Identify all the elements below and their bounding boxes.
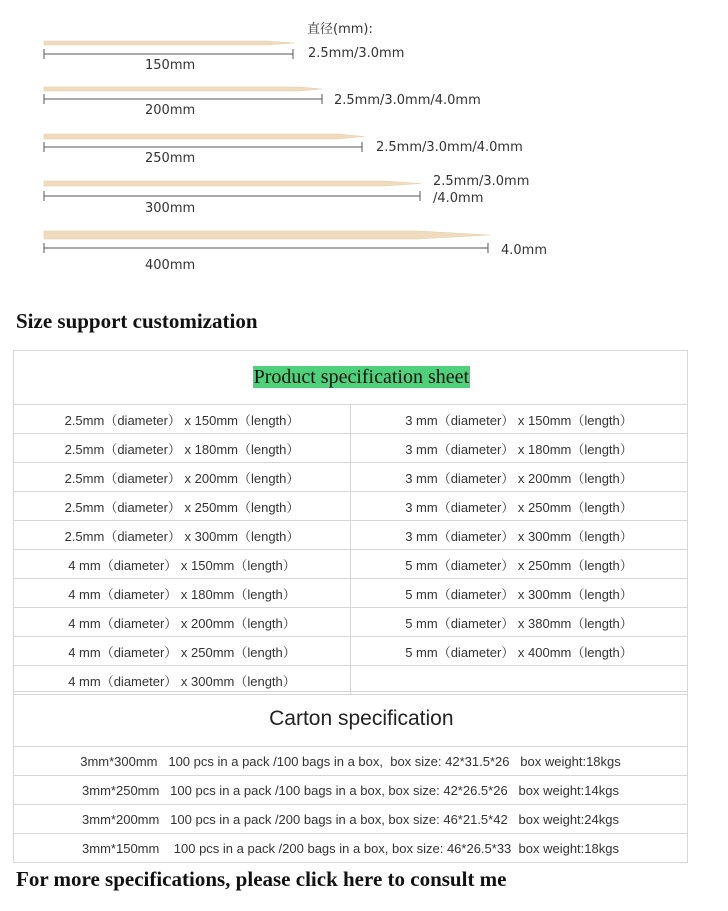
spec-row [14, 579, 688, 608]
diameter-header: 直径(mm): [307, 22, 373, 37]
carton-row [14, 747, 688, 776]
stick-diameter-label: /4.0mm [433, 191, 484, 206]
stick-length-label: 150mm [145, 58, 196, 73]
spec-cell: 5 mm（diameter） x 300mm（length） [351, 579, 688, 608]
spec-cell: 2.5mm（diameter） x 300mm（length） [14, 521, 351, 550]
carton-cell: 3mm*250mm 100 pcs in a pack /100 bags in a box, box size: 42*26.5*26 box weight:14kgs [14, 776, 688, 805]
toothpick-size-diagram [0, 0, 728, 300]
stick-length-label: 200mm [145, 103, 196, 118]
spec-cell: 5 mm（diameter） x 250mm（length） [351, 550, 688, 579]
size-customization-heading: Size support customization [16, 309, 258, 333]
stick-diameter-label: 4.0mm [501, 243, 548, 258]
carton-row [14, 834, 688, 863]
stick-length-label: 400mm [145, 258, 196, 273]
carton-cell: 3mm*150mm 100 pcs in a pack /200 bags in a box, box size: 46*26.5*33 box weight:18kgs [14, 834, 688, 863]
spec-cell: 2.5mm（diameter） x 150mm（length） [14, 405, 351, 434]
toothpick-stick [44, 134, 364, 139]
spec-cell: 2.5mm（diameter） x 250mm（length） [14, 492, 351, 521]
spec-cell: 4 mm（diameter） x 150mm（length） [14, 550, 351, 579]
spec-cell: 5 mm（diameter） x 380mm（length） [351, 608, 688, 637]
spec-cell: 3 mm（diameter） x 200mm（length） [351, 463, 688, 492]
spec-cell: 4 mm（diameter） x 300mm（length） [14, 666, 351, 695]
stick-diameter-label: 2.5mm/3.0mm [433, 174, 530, 189]
stick-diameter-label: 2.5mm/3.0mm/4.0mm [334, 93, 481, 108]
spec-cell: 5 mm（diameter） x 400mm（length） [351, 637, 688, 666]
spec-cell: 4 mm（diameter） x 200mm（length） [14, 608, 351, 637]
carton-cell: 3mm*300mm 100 pcs in a pack /100 bags in a box, box size: 42*31.5*26 box weight:18kgs [14, 747, 688, 776]
carton-row [14, 805, 688, 834]
toothpick-stick [44, 41, 295, 45]
stick-length-label: 300mm [145, 201, 196, 216]
toothpick-stick [44, 87, 322, 91]
spec-cell: 3 mm（diameter） x 300mm（length） [351, 521, 688, 550]
spec-row [14, 637, 688, 666]
carton-specification-table [13, 691, 688, 863]
spec-row [14, 463, 688, 492]
stick-diameter-label: 2.5mm/3.0mm/4.0mm [376, 140, 523, 155]
spec-sheet-title: Product specification sheet [253, 366, 470, 388]
carton-title-row [14, 692, 688, 747]
toothpick-stick [44, 231, 490, 239]
carton-cell: 3mm*200mm 100 pcs in a pack /200 bags in a box, box size: 46*21.5*42 box weight:24kgs [14, 805, 688, 834]
spec-row [14, 608, 688, 637]
spec-title-row [14, 351, 688, 405]
consult-link[interactable]: For more specifications, please click here to consult me [16, 867, 507, 891]
spec-row [14, 434, 688, 463]
toothpick-stick [44, 181, 421, 186]
spec-row [14, 550, 688, 579]
diagram-svg [0, 0, 728, 300]
product-specification-table [13, 350, 688, 695]
spec-cell: 3 mm（diameter） x 250mm（length） [351, 492, 688, 521]
spec-cell: 4 mm（diameter） x 250mm（length） [14, 637, 351, 666]
stick-diameter-label: 2.5mm/3.0mm [308, 46, 405, 61]
spec-cell: 4 mm（diameter） x 180mm（length） [14, 579, 351, 608]
spec-cell: 2.5mm（diameter） x 200mm（length） [14, 463, 351, 492]
spec-row [14, 492, 688, 521]
spec-cell: 3 mm（diameter） x 180mm（length） [351, 434, 688, 463]
spec-cell: 3 mm（diameter） x 150mm（length） [351, 405, 688, 434]
carton-row [14, 776, 688, 805]
stick-length-label: 250mm [145, 151, 196, 166]
carton-spec-title: Carton specification [269, 707, 454, 730]
spec-row [14, 521, 688, 550]
spec-cell: 2.5mm（diameter） x 180mm（length） [14, 434, 351, 463]
spec-row [14, 405, 688, 434]
